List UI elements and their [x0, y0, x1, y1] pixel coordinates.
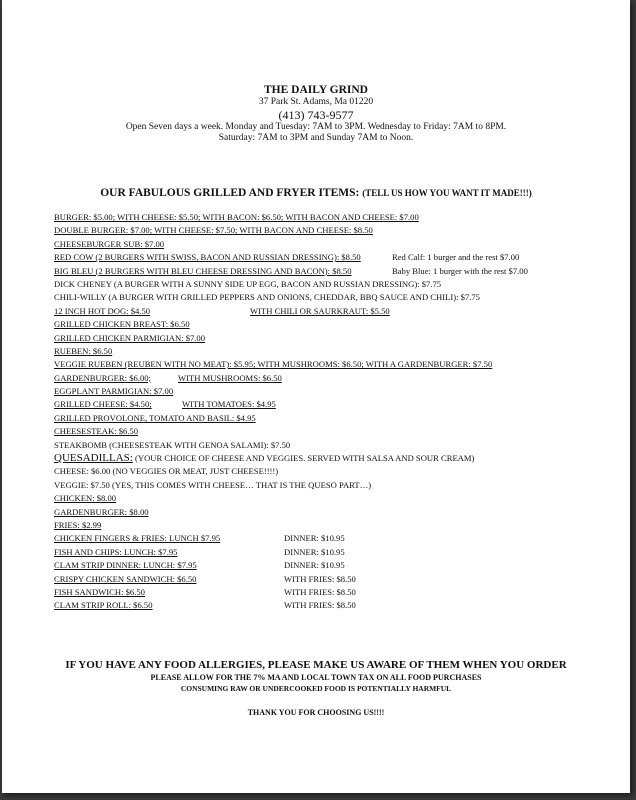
- menu-item: VEGGIE: $7.50 (YES, THIS COMES WITH CHEESE… THAT IS THE QUESO PART…): [54, 479, 372, 490]
- menu-item: CHICKEN: $8.00: [54, 493, 117, 504]
- list-item: [54, 439, 614, 452]
- section-title: [2, 187, 630, 199]
- list-item: [54, 291, 614, 304]
- menu-item: FISH AND CHIPS: LUNCH: $7.95: [54, 546, 178, 557]
- list-item: [54, 546, 614, 559]
- menu-item-price: DINNER: $10.95: [284, 546, 345, 557]
- menu-item-description: (YOUR CHOICE OF CHEESE AND VEGGIES. SERVED WITH SALSA AND SOUR CREAM): [135, 453, 475, 464]
- list-item: [54, 345, 614, 358]
- menu-item-option: WITH CHILI OR SAURKRAUT: $5.50: [250, 305, 390, 316]
- hours-line-1: Open Seven days a week. Monday and Tuesday: 7AM to 3PM. Wednesday to Friday: 7AM to 8PM.: [125, 122, 507, 132]
- list-item: [54, 573, 614, 586]
- list-item: [54, 425, 614, 438]
- menu-item: CRISPY CHICKEN SANDWICH: $6.50: [54, 573, 197, 584]
- menu-item: VEGGIE RUEBEN (REUBEN WITH NO MEAT): $5.95; WITH MUSHROOMS: $6.50; WITH A GARDENBURGER: $7.50: [54, 359, 493, 370]
- list-item: [54, 211, 614, 224]
- list-item: [54, 332, 614, 345]
- menu-item: 12 INCH HOT DOG: $4.50: [54, 305, 151, 316]
- restaurant-phone: (413) 743-9577: [278, 108, 354, 122]
- list-item: [54, 278, 614, 291]
- list-item: [54, 492, 614, 505]
- menu-item-variant: Red Calf: 1 burger and the rest $7.00: [392, 252, 520, 263]
- menu-item: CLAM STRIP ROLL: $6.50: [54, 600, 153, 611]
- list-item: [54, 305, 614, 318]
- list-item: [54, 372, 614, 385]
- raw-food-warning: CONSUMING RAW OR UNDERCOOKED FOOD IS POTENTIALLY HARMFUL: [180, 684, 452, 693]
- menu-footer: [2, 658, 630, 718]
- menu-item: GARDENBURGER: $8.00: [54, 506, 149, 517]
- list-item: [54, 238, 614, 251]
- menu-item-option: WITH MUSHROOMS: $6.50: [178, 372, 282, 383]
- list-item: [54, 398, 614, 411]
- menu-item: CHEESESTEAK: $6.50: [54, 426, 139, 437]
- menu-item: STEAKBOMB (CHEESESTEAK WITH GENOA SALAMI): $7.50: [54, 439, 291, 450]
- menu-item-variant: Baby Blue: 1 burger with the rest $7.00: [392, 265, 528, 276]
- menu-item: BIG BLEU (2 BURGERS WITH BLEU CHEESE DRESSING AND BACON): $8.50: [54, 265, 352, 276]
- menu-item: CHICKEN FINGERS & FRIES: LUNCH $7.95: [54, 533, 221, 544]
- menu-item: FISH SANDWICH: $6.50: [54, 586, 145, 597]
- list-item: [54, 358, 614, 371]
- allergy-notice: IF YOU HAVE ANY FOOD ALLERGIES, PLEASE MAKE US AWARE OF THEM WHEN YOU ORDER: [65, 659, 567, 671]
- list-item: [54, 385, 614, 398]
- list-item: [54, 599, 614, 612]
- menu-item: GRILLED PROVOLONE, TOMATO AND BASIL: $4.95: [54, 412, 256, 423]
- list-item: [54, 224, 614, 237]
- menu-item: RED COW (2 BURGERS WITH SWISS, BACON AND RUSSIAN DRESSING): $8.50: [54, 252, 361, 263]
- menu-item: DICK CHENEY (A BURGER WITH A SUNNY SIDE UP EGG, BACON AND RUSSIAN DRESSING): $7.75: [54, 278, 442, 289]
- menu-item: FRIES: $2.99: [54, 519, 102, 530]
- section-heading: OUR FABULOUS GRILLED AND FRYER ITEMS:: [100, 187, 360, 199]
- list-item: [54, 519, 614, 532]
- list-item: [54, 452, 614, 465]
- list-item: [54, 318, 614, 331]
- menu-item: CHILI-WILLY (A BURGER WITH GRILLED PEPPERS AND ONIONS, CHEDDAR, BBQ SAUCE AND CHILI): $7.75: [54, 292, 480, 303]
- list-item: [54, 559, 614, 572]
- menu-page: [2, 0, 630, 793]
- menu-item-price: WITH FRIES: $8.50: [284, 600, 356, 611]
- restaurant-name: THE DAILY GRIND: [264, 84, 368, 96]
- menu-item: CHEESEBURGER SUB: $7.00: [54, 238, 165, 249]
- menu-item-price: DINNER: $10.95: [284, 533, 345, 544]
- list-item: [54, 251, 614, 264]
- menu-item-price: WITH FRIES: $8.50: [284, 586, 356, 597]
- menu-item: GRILLED CHICKEN PARMIGIAN: $7.00: [54, 332, 206, 343]
- list-item: [54, 465, 614, 478]
- list-item: [54, 506, 614, 519]
- menu-item: EGGPLANT PARMIGIAN: $7.00: [54, 386, 174, 397]
- list-item: [54, 265, 614, 278]
- menu-item: BURGER: $5.00; WITH CHEESE: $5.50; WITH BACON: $6.50; WITH BACON AND CHEESE: $7.00: [54, 212, 419, 222]
- tax-notice: PLEASE ALLOW FOR THE 7% MA AND LOCAL TOWN TAX ON ALL FOOD PURCHASES: [150, 673, 482, 682]
- menu-item: GRILLED CHEESE: $4.50;: [54, 399, 152, 410]
- menu-item: GRILLED CHICKEN BREAST: $6.50: [54, 319, 190, 330]
- menu-item: CHEESE: $6.00 (NO VEGGIES OR MEAT, JUST CHEESE!!!!): [54, 466, 279, 477]
- list-item: [54, 412, 614, 425]
- menu-item: RUEBEN: $6.50: [54, 345, 113, 356]
- menu-item: QUESADILLAS:: [54, 452, 133, 465]
- menu-item-option: WITH TOMATOES: $4.95: [182, 399, 276, 410]
- list-item: [54, 532, 614, 545]
- list-item: [54, 586, 614, 599]
- menu-item-price: DINNER: $10.95: [284, 560, 345, 571]
- thank-you-note: THANK YOU FOR CHOOSING US!!!!: [247, 708, 385, 717]
- menu-item: DOUBLE BURGER: $7.00; WITH CHEESE: $7.50; WITH BACON AND CHEESE: $8.50: [54, 225, 373, 236]
- section-subtitle: (TELL US HOW YOU WANT IT MADE!!!): [362, 188, 532, 198]
- menu-item: CLAM STRIP DINNER: LUNCH: $7.95: [54, 560, 197, 571]
- menu-item-price: WITH FRIES: $8.50: [284, 573, 356, 584]
- menu-item: GARDENBURGER: $6.00;: [54, 372, 151, 383]
- restaurant-header: [2, 84, 630, 144]
- hours-line-2: Saturday: 7AM to 3PM and Sunday 7AM to Noon.: [218, 133, 414, 143]
- menu-list: [54, 211, 614, 613]
- restaurant-address: 37 Park St. Adams, Ma 01220: [258, 97, 374, 107]
- list-item: [54, 479, 614, 492]
